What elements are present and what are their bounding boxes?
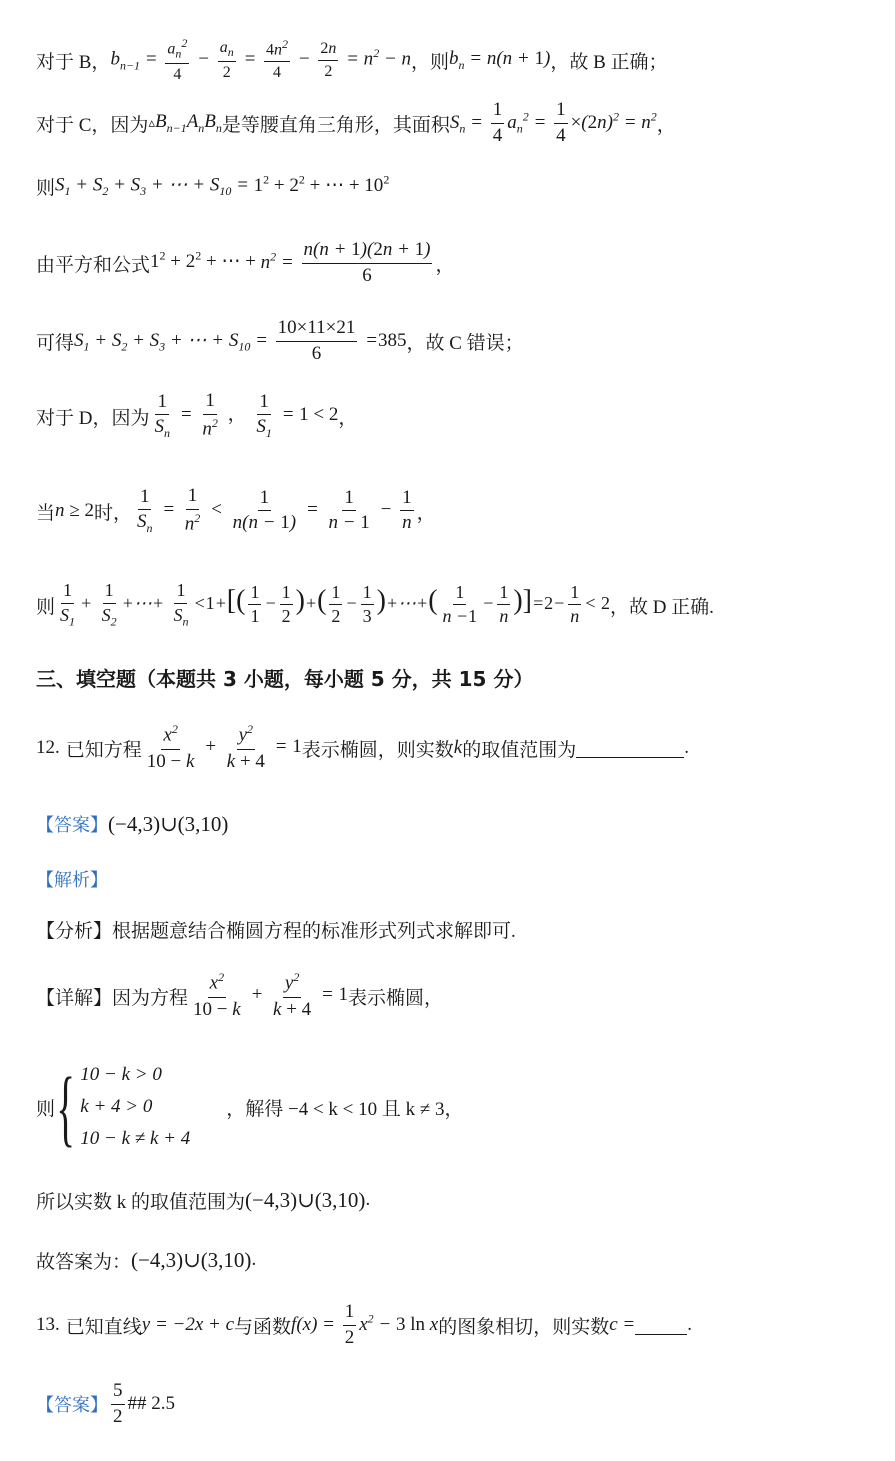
sys-tail: ，解得 −4 < k < 10 且 k ≠ 3， bbox=[226, 1098, 464, 1120]
d-inequality: $\frac{1}{S_n}$ = $\frac{1}{n^2}$ < $\frac{1}{n(n - 1)}$ = $\frac{1}{n - 1}$ − $\frac{1}{n}$ bbox=[136, 485, 412, 536]
c-end: ， bbox=[656, 114, 676, 136]
d-when: 当 bbox=[36, 502, 56, 524]
d-when-cond: n ≥ 2 bbox=[55, 500, 94, 521]
q13-text2: 与函数 bbox=[234, 1316, 292, 1338]
line-c bbox=[36, 98, 885, 148]
q12-period: . bbox=[684, 737, 689, 758]
line-c-sum bbox=[36, 166, 885, 206]
fenxi-line bbox=[36, 914, 885, 944]
q13-function: f(x) = $\frac{1}{2}$ $x^2 - 3$ ln x bbox=[291, 1300, 439, 1348]
line-square-sum bbox=[36, 236, 885, 290]
q13-text1: 已知直线 bbox=[65, 1316, 142, 1338]
jiexi-line bbox=[36, 864, 885, 894]
range-text: 所以实数 k 的取值范围为 bbox=[36, 1191, 246, 1213]
b-formula: $b_{n-1}$ = $\frac{a_n^2}{4}$ − $\frac{a_n}{2}$ = $\frac{4n^2}{4}$ − $\frac{2n}{2}$ = $n^2 - n$ bbox=[110, 35, 412, 83]
line-d-sum bbox=[36, 572, 885, 638]
line-c-result bbox=[36, 314, 885, 368]
d-when-comma: ， bbox=[416, 502, 436, 524]
c-result-formula: $S_1 + S_2 + S_3$ + ⋯ + $S_{10}$ = $\frac{10\times 11\times 21}{6}$ = bbox=[74, 316, 378, 364]
q13-answer-frac: $\frac{5}{2}$ bbox=[113, 1379, 123, 1427]
sys-row-2: k + 4 > 0 bbox=[80, 1096, 153, 1117]
q13-answer-alt: ## 2.5 bbox=[127, 1393, 175, 1414]
c-then: 则 bbox=[36, 177, 56, 199]
b-label: 对于 B， bbox=[36, 51, 111, 73]
range-end: . bbox=[365, 1189, 371, 1210]
jiexi-tag: 【解析】 bbox=[36, 870, 108, 891]
xiangjie-text1: 因为方程 bbox=[112, 987, 189, 1009]
b-result: $b_n = n(n + 1)$ bbox=[449, 47, 551, 72]
line-d-when bbox=[36, 482, 885, 540]
final-text: 故答案为： bbox=[36, 1251, 132, 1273]
d-label: 对于 D，因为 bbox=[36, 407, 150, 429]
d-sum-formula: $\frac{1}{S_1}$ + $\frac{1}{S_2}$ +⋯+ $\frac{1}{S_n}$ <1+[( $\frac{1}{1}$ − $\frac{1}{2}$ )+( $\frac{1}{2}$ − $\frac{1}{3}$ )+⋯+( $\frac{1}{n -1}$ − $\frac{1}{n}$ )]=2− $\frac{1}{n}$ < 2 bbox=[60, 580, 610, 629]
d-when-tail: 时， bbox=[93, 502, 132, 524]
sys-row-3: 10 − k ≠ k + 4 bbox=[80, 1128, 191, 1149]
b-then: ，则 bbox=[411, 51, 450, 73]
final-answer-line bbox=[36, 1242, 885, 1278]
d-comma: ， bbox=[338, 407, 358, 429]
xiangjie-equation: $\frac{x^2}{10 - k}$ + $\frac{y^2}{k + 4}$ = 1 bbox=[193, 970, 348, 1020]
triangle-symbol: $▵B_{n-1}A_nB_n$ bbox=[148, 110, 222, 135]
d-tail: ，故 D 正确. bbox=[609, 596, 714, 618]
range-line bbox=[36, 1182, 885, 1218]
q13-answer-line bbox=[36, 1376, 885, 1432]
final-value: (−4,3)∪(3,10) bbox=[131, 1247, 252, 1272]
q12-equation: $\frac{x^2}{10 - k}$ + $\frac{y^2}{k + 4}$ = 1 bbox=[146, 722, 302, 772]
q12-text1: 已知方程 bbox=[65, 739, 142, 761]
q12-answer-line bbox=[36, 806, 885, 842]
inequality-system bbox=[55, 1059, 191, 1155]
question-13 bbox=[36, 1296, 885, 1354]
q13-blank bbox=[635, 1316, 687, 1335]
inequality-system-line bbox=[36, 1052, 885, 1162]
square-sum-comma: ， bbox=[435, 254, 455, 276]
xiangjie-tag: 【详解】 bbox=[36, 987, 113, 1009]
xiangjie-line bbox=[36, 966, 885, 1026]
c-mid: 是等腰直角三角形，其面积 bbox=[221, 114, 450, 136]
fenxi-tag: 【分析】 bbox=[36, 920, 113, 942]
sys-then: 则 bbox=[36, 1098, 56, 1120]
line-b bbox=[36, 35, 885, 83]
section-heading: 三、填空题（本题共 3 小题，每小题 5 分，共 15 分） bbox=[36, 666, 534, 691]
q13-line-eq: y = −2x + c bbox=[141, 1314, 235, 1335]
answer-tag: 【答案】 bbox=[36, 815, 108, 836]
c-result-label: 可得 bbox=[36, 332, 75, 354]
square-sum-label: 由平方和公式 bbox=[36, 254, 151, 276]
line-d bbox=[36, 388, 885, 444]
answer-tag-2: 【答案】 bbox=[36, 1395, 108, 1416]
q12-answer: (−4,3)∪(3,10) bbox=[108, 811, 229, 836]
square-sum-formula: $1^2 + 2^2$ + ⋯ + $n^2$ = $\frac{n(n + 1)(2n + 1)}{6}$ bbox=[150, 238, 431, 286]
c-result-value: 385 bbox=[377, 330, 407, 351]
final-end: . bbox=[251, 1249, 257, 1270]
range-value: (−4,3)∪(3,10) bbox=[245, 1187, 366, 1212]
question-12 bbox=[36, 718, 885, 778]
q13-c: c = bbox=[609, 1314, 636, 1335]
q12-blank bbox=[576, 739, 684, 758]
q12-text2: 表示椭圆，则实数 bbox=[301, 739, 454, 761]
q12-text3: 的取值范围为 bbox=[462, 739, 577, 761]
fenxi-text: 根据题意结合椭圆方程的标准形式列式求解即可. bbox=[112, 920, 516, 942]
c-area-formula: $S_n$ = $\frac{1}{4}$ $a_n^2$ = $\frac{1}{4}$ $\times(2n)^2 = n^2$ bbox=[449, 98, 657, 146]
q13-period: . bbox=[687, 1314, 692, 1335]
d-then: 则 bbox=[36, 596, 56, 618]
d-formula: $\frac{1}{S_n}$ = $\frac{1}{n^2}$ ， $\frac{1}{S_1}$ = 1 < 2 bbox=[154, 390, 339, 441]
sys-row-1: 10 − k > 0 bbox=[80, 1064, 162, 1085]
q12-number: 12. bbox=[36, 737, 60, 758]
c-result-tail: ，故 C 错误； bbox=[406, 332, 524, 354]
c-label: 对于 C，因为 bbox=[36, 114, 149, 136]
c-sum-formula: $S_1 + S_2 + S_3$ + ⋯ + $S_{10} = 1^2 + 2^2$ + ⋯ + $10^2$ bbox=[55, 172, 390, 199]
b-tail: ，故 B 正确； bbox=[550, 51, 668, 73]
q13-text3: 的图象相切，则实数 bbox=[438, 1316, 610, 1338]
q13-number: 13. bbox=[36, 1314, 60, 1335]
q12-k: k bbox=[453, 737, 463, 758]
xiangjie-text2: 表示椭圆， bbox=[348, 987, 444, 1009]
left-brace: { bbox=[56, 1059, 75, 1155]
